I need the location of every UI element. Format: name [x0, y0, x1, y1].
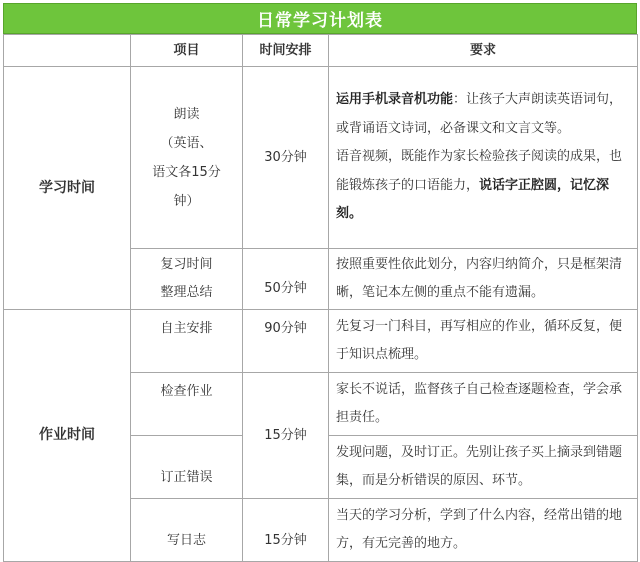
self-item-text: 自主安排 [160, 321, 213, 336]
self-item [131, 310, 243, 373]
header-row [4, 35, 638, 67]
correct-item-text: 订正错误 [160, 470, 213, 485]
header-requirement: 要求 [329, 35, 638, 67]
review-time [243, 249, 329, 310]
check-item [131, 373, 243, 436]
check-correct-time: 15分钟 [243, 373, 329, 499]
reading-item [131, 67, 243, 249]
self-requirement: 先复习一门科目，再写相应的作业，循环反复，便于知识点梳理。 [329, 310, 638, 373]
review-item-line2: 整理总结 [160, 285, 213, 300]
reading-item-line1: 朗读 [173, 106, 200, 122]
header-item: 项目 [131, 35, 243, 67]
table-title: 日常学习计划表 [3, 3, 637, 34]
self-time [243, 310, 329, 373]
review-requirement: 按照重要性依此划分，内容归纳简介，只是框架清晰，笔记本左侧的重点不能有遗漏。 [329, 249, 638, 310]
reading-time: 30分钟 [243, 67, 329, 249]
review-item [131, 249, 243, 310]
reading-req-text1: ：让孩子大声朗读英语词句，或背诵语文诗词，必备课文和文言文等。 [336, 92, 623, 136]
study-plan-table [3, 34, 638, 562]
table-row [4, 310, 638, 373]
correct-requirement: 发现问题，及时订正。先别让孩子买上摘录到错题集，而是分析错误的原因、环节。 [329, 436, 638, 499]
diary-time [243, 499, 329, 562]
table-row [4, 67, 638, 249]
reading-item-line3: 语文各15分 [152, 164, 221, 180]
review-time-text: 50分钟 [264, 281, 307, 296]
diary-time-text: 15分钟 [264, 533, 307, 548]
header-time: 时间安排 [243, 35, 329, 67]
diary-item [131, 499, 243, 562]
check-requirement: 家长不说话，监督孩子自己检查逐题检查，学会承担责任。 [329, 373, 638, 436]
reading-requirement [329, 67, 638, 249]
reading-item-line2: （英语、 [160, 135, 213, 151]
reading-req-bold2: 说话字正腔圆，记忆深刻。 [336, 177, 610, 222]
category-homework: 作业时间 [4, 310, 131, 562]
header-empty [4, 35, 131, 67]
check-item-text: 检查作业 [160, 384, 213, 399]
diary-item-text: 写日志 [166, 533, 206, 548]
reading-item-line4: 钟） [173, 193, 200, 209]
correct-item [131, 436, 243, 499]
category-study: 学习时间 [4, 67, 131, 310]
diary-requirement: 当天的学习分析，学到了什么内容，经常出错的地方，有无完善的地方。 [329, 499, 638, 562]
self-time-text: 90分钟 [264, 321, 307, 336]
reading-req-text2: 语音视频，既能作为家长检验孩子阅读的成果，也能锻炼孩子的口语能力， [336, 149, 623, 193]
reading-req-bold1: 运用手机录音机功能 [336, 92, 454, 108]
review-item-line1: 复习时间 [160, 257, 213, 272]
